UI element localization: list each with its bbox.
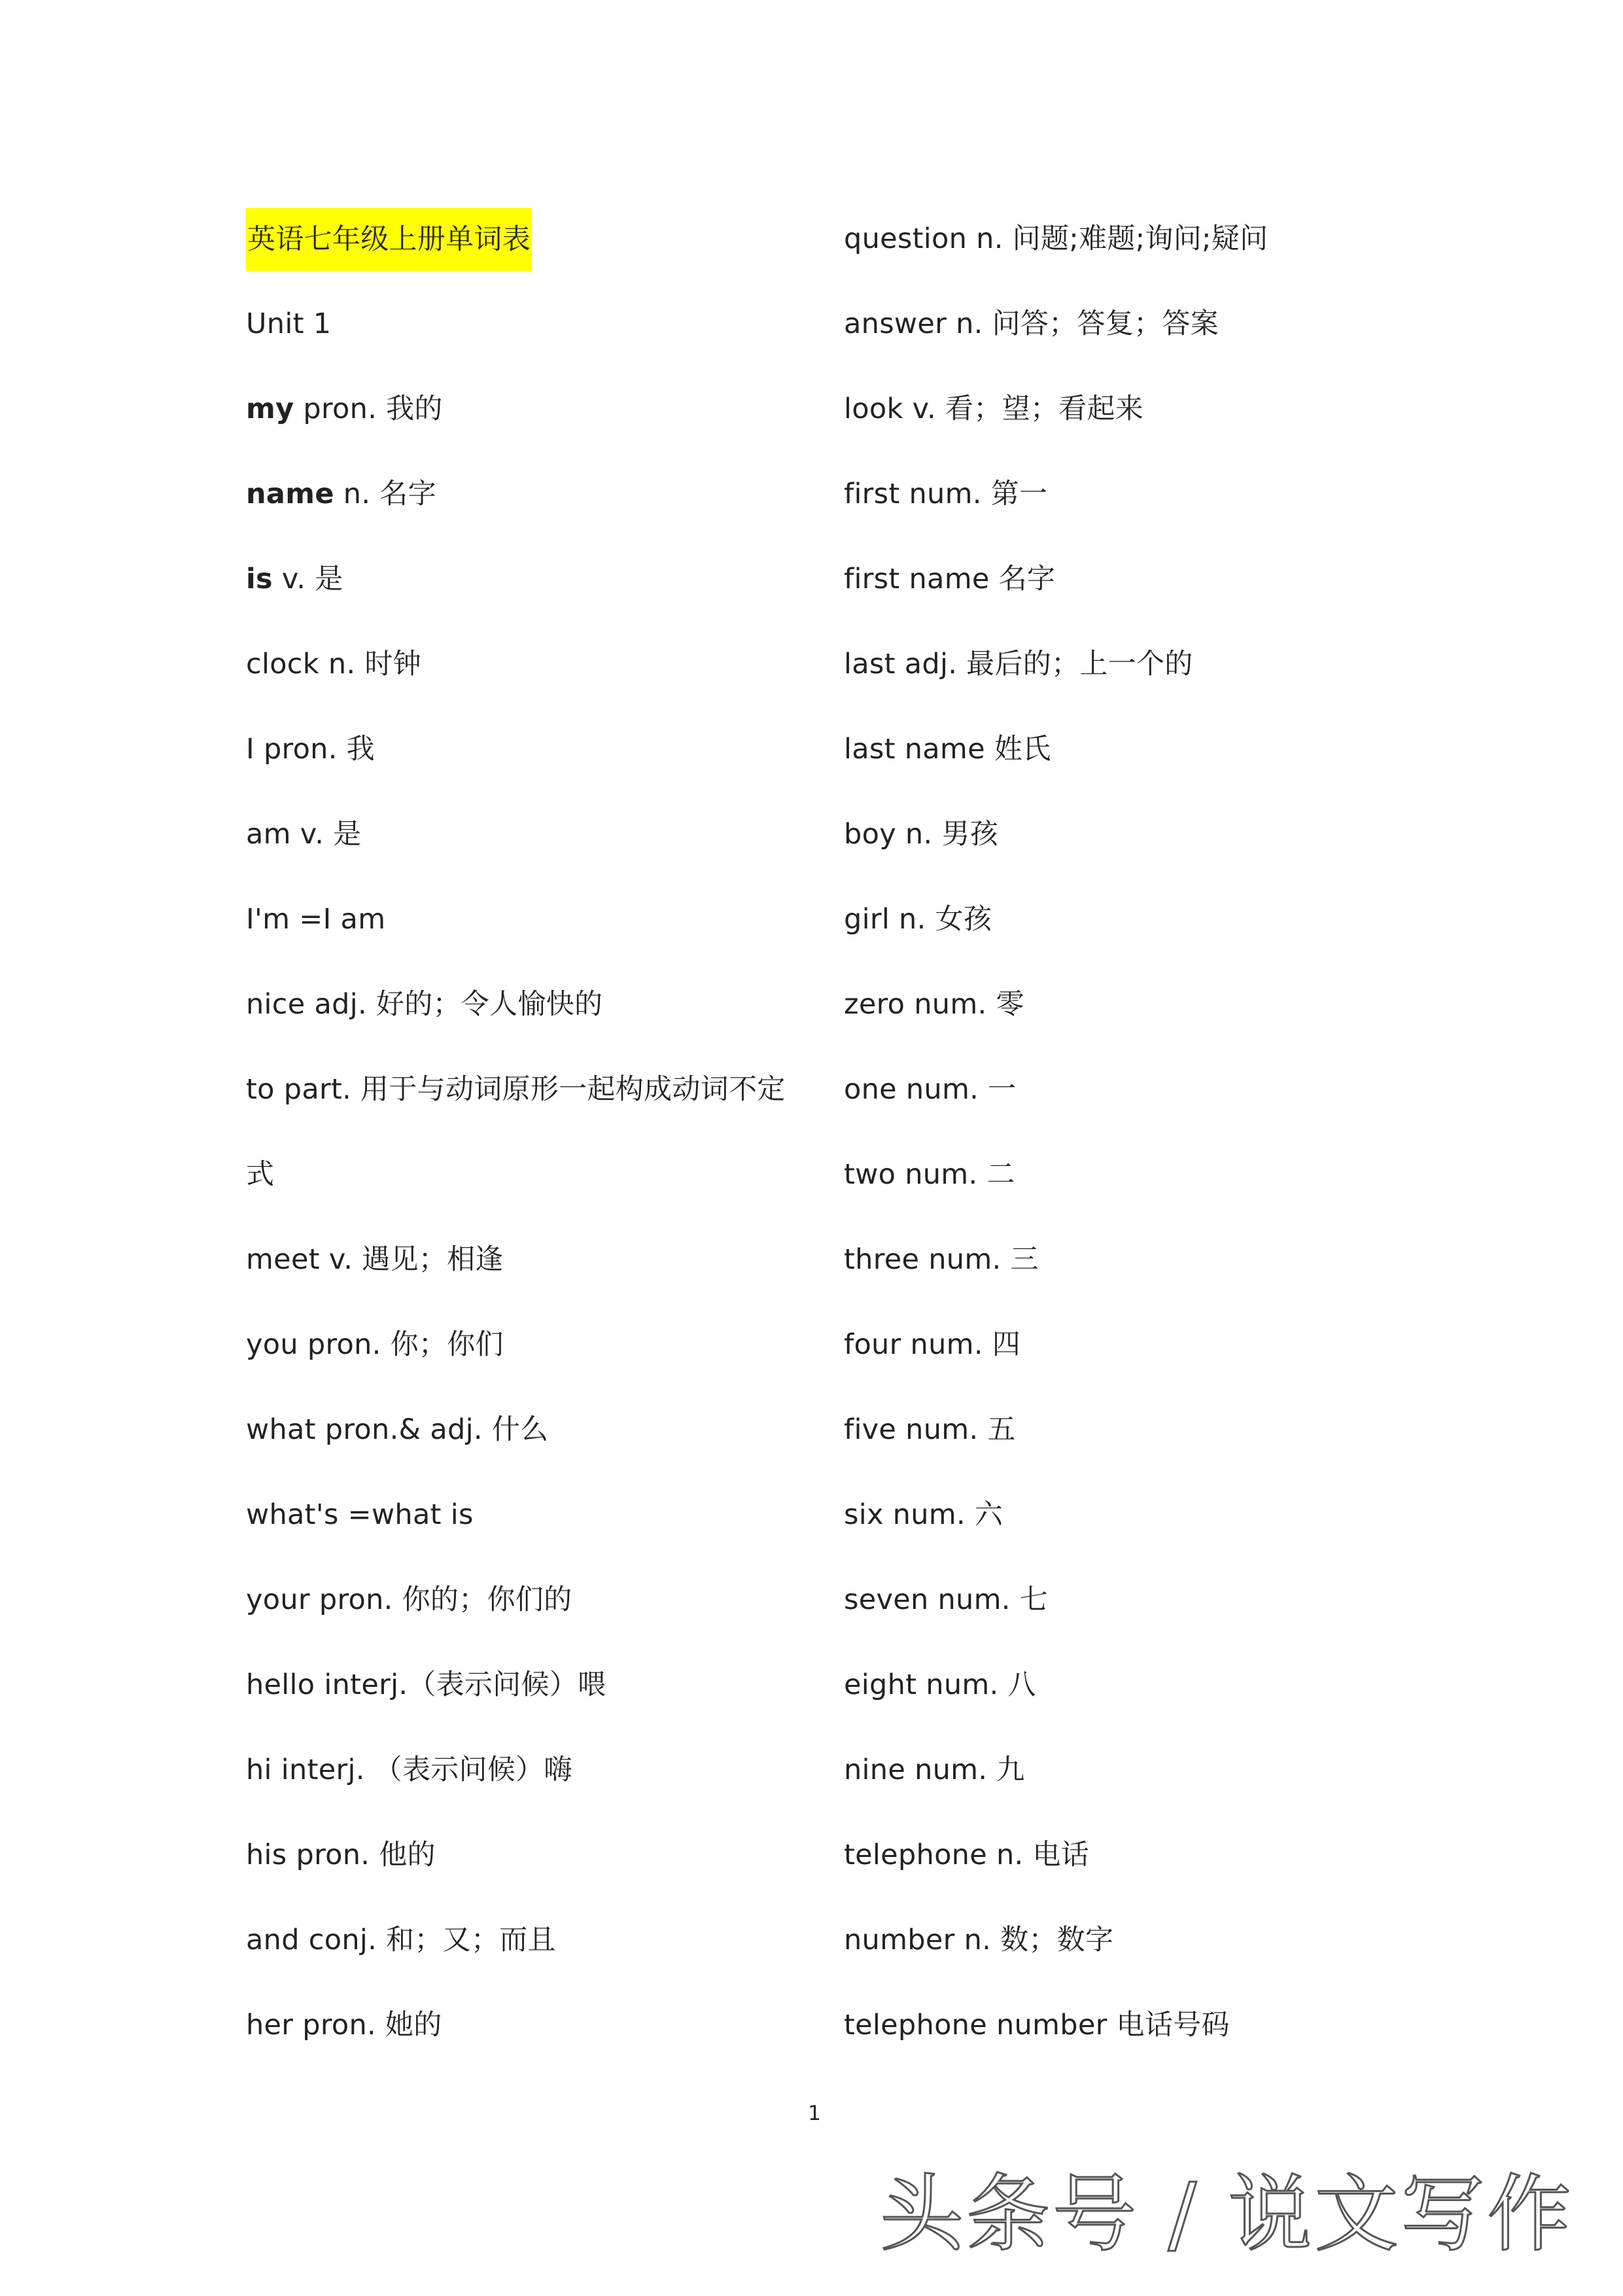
vocab-entry: girl n. 女孩 bbox=[844, 903, 992, 936]
vocab-entry bbox=[246, 386, 443, 432]
vocab-definition: I pron. 我 bbox=[246, 733, 375, 766]
vocab-entry bbox=[246, 1747, 572, 1793]
vocab-entry bbox=[246, 1832, 436, 1878]
vocab-definition: to part. 用于与动词原形一起构成动词不定 bbox=[246, 1073, 786, 1106]
vocab-definition: clock n. 时钟 bbox=[246, 648, 421, 680]
vocab-entry: zero num. 零 bbox=[844, 988, 1024, 1021]
vocab-entry bbox=[246, 1237, 504, 1282]
vocab-entry bbox=[246, 1917, 556, 1963]
vocab-definition: nice adj. 好的；令人愉快的 bbox=[246, 988, 603, 1021]
vocab-definition: hi interj. （表示问候）嗨 bbox=[246, 1754, 572, 1786]
vocab-definition: what pron.& adj. 什么 bbox=[246, 1413, 549, 1446]
vocab-entry bbox=[246, 1407, 548, 1453]
vocab-definition: and conj. 和；又；而且 bbox=[246, 1924, 556, 1956]
vocab-entry: boy n. 男孩 bbox=[844, 818, 999, 851]
vocab-entry: last name 姓氏 bbox=[844, 733, 1051, 766]
vocab-entry bbox=[246, 1577, 572, 1623]
vocab-entry bbox=[246, 896, 385, 942]
vocab-definition: pron. 我的 bbox=[294, 393, 443, 425]
title-line bbox=[246, 208, 532, 254]
vocab-entry: one num. 一 bbox=[844, 1073, 1017, 1106]
vocab-definition: hello interj.（表示问候）喂 bbox=[246, 1669, 606, 1701]
vocab-entry: three num. 三 bbox=[844, 1243, 1039, 1276]
vocab-definition: v. 是 bbox=[272, 563, 343, 595]
vocab-entry: look v. 看；望；看起来 bbox=[844, 393, 1144, 425]
vocab-entry bbox=[246, 1492, 474, 1538]
vocab-word: name bbox=[246, 478, 334, 510]
vocab-entry bbox=[246, 2002, 442, 2048]
vocab-entry bbox=[246, 641, 421, 687]
vocab-definition: meet v. 遇见；相逢 bbox=[246, 1243, 504, 1276]
vocab-entry bbox=[246, 1662, 606, 1708]
vocab-entry: telephone number 电话号码 bbox=[844, 2009, 1230, 2041]
vocab-word: my bbox=[246, 393, 294, 425]
vocab-entry: two num. 二 bbox=[844, 1158, 1015, 1191]
vocab-definition: I'm =I am bbox=[246, 903, 386, 936]
vocab-entry: number n. 数；数字 bbox=[844, 1924, 1114, 1956]
vocab-entry: question n. 问题;难题;询问;疑问 bbox=[844, 222, 1268, 255]
vocab-definition: what's =what is bbox=[246, 1498, 474, 1531]
vocab-entry: last adj. 最后的；上一个的 bbox=[844, 648, 1193, 680]
vocab-entry bbox=[246, 471, 436, 517]
vocab-entry: first name 名字 bbox=[844, 563, 1056, 595]
vocab-entry: five num. 五 bbox=[844, 1413, 1016, 1446]
vocab-entry bbox=[246, 1322, 504, 1368]
vocab-definition: 式 bbox=[246, 1158, 275, 1191]
unit-heading: Unit 1 bbox=[246, 308, 332, 340]
vocab-entry bbox=[246, 811, 361, 857]
vocab-entry bbox=[246, 981, 602, 1027]
vocab-definition: her pron. 她的 bbox=[246, 2009, 442, 2041]
vocab-entry: seven num. 七 bbox=[844, 1583, 1049, 1616]
vocab-entry bbox=[246, 1067, 786, 1112]
page-title: 英语七年级上册单词表 bbox=[246, 208, 532, 271]
vocab-entry bbox=[246, 556, 343, 602]
page-number: 1 bbox=[808, 2102, 821, 2125]
vocab-entry: eight num. 八 bbox=[844, 1669, 1036, 1701]
vocab-definition: am v. 是 bbox=[246, 818, 362, 851]
vocab-entry: answer n. 问答；答复；答案 bbox=[844, 308, 1219, 340]
vocab-entry: first num. 第一 bbox=[844, 478, 1048, 510]
vocab-definition: n. 名字 bbox=[334, 478, 436, 510]
vocab-entry: six num. 六 bbox=[844, 1498, 1003, 1531]
vocab-entry bbox=[246, 726, 375, 772]
vocab-definition: your pron. 你的；你们的 bbox=[246, 1583, 572, 1616]
vocab-entry: nine num. 九 bbox=[844, 1754, 1025, 1786]
vocab-definition: you pron. 你；你们 bbox=[246, 1328, 504, 1361]
vocab-word: is bbox=[246, 563, 273, 595]
vocab-entry: telephone n. 电话 bbox=[844, 1839, 1090, 1871]
watermark: 头条号 / 说文写作 bbox=[880, 2166, 1574, 2263]
vocab-entry: four num. 四 bbox=[844, 1328, 1021, 1361]
vocab-definition: his pron. 他的 bbox=[246, 1839, 436, 1871]
vocab-entry-continuation bbox=[246, 1152, 274, 1197]
